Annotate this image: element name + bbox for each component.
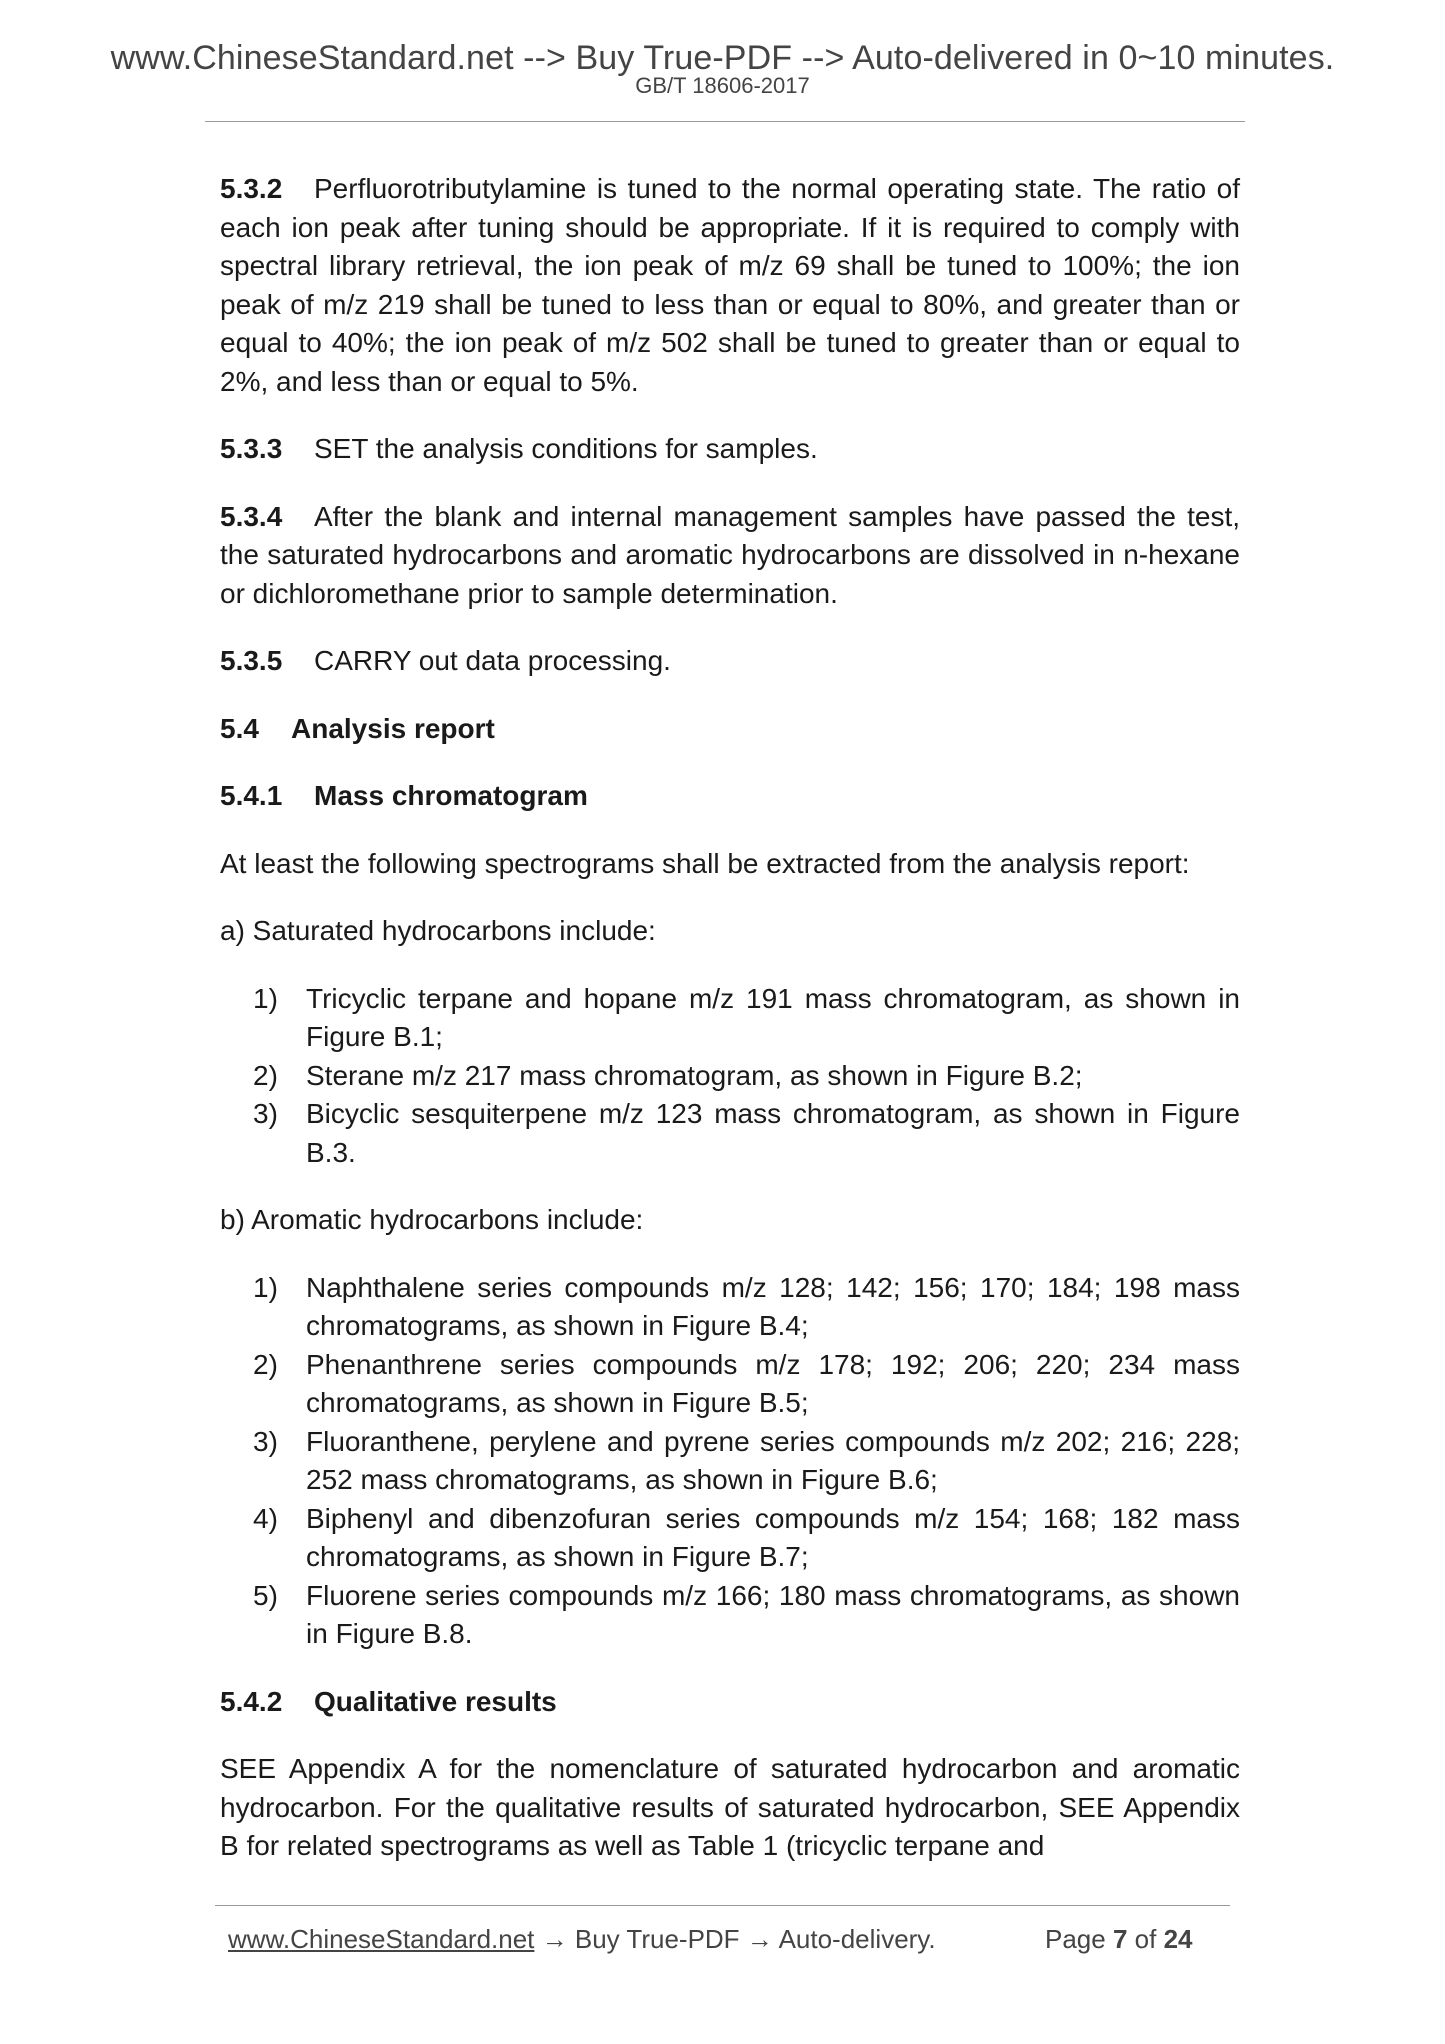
clause-5-3-2 bbox=[220, 170, 1240, 401]
document-body bbox=[220, 170, 1240, 1895]
section-title: Qualitative results bbox=[314, 1685, 557, 1717]
list-item bbox=[220, 1577, 1240, 1654]
list-text: Phenanthrene series compounds m/z 178; 192; 206; 220; 234 mass chromatograms, as shown in Figure B.5; bbox=[306, 1348, 1240, 1418]
clause-number: 5.3.5 bbox=[220, 645, 283, 676]
footer-divider bbox=[215, 1905, 1230, 1906]
clause-text: SET the analysis conditions for samples. bbox=[314, 433, 818, 464]
list-item bbox=[220, 1423, 1240, 1500]
list-item bbox=[220, 1500, 1240, 1577]
section-number: 5.4 bbox=[220, 712, 259, 744]
of-word: of bbox=[1134, 1924, 1157, 1954]
footer-promo-text: → Buy True-PDF → Auto-delivery. bbox=[534, 1924, 936, 1954]
header-divider bbox=[205, 121, 1245, 122]
section-number: 5.4.2 bbox=[220, 1685, 283, 1717]
list-number: 3) bbox=[253, 1098, 278, 1129]
clause-text: After the blank and internal management samples have passed the test, the saturated hydrocarbons and aromatic hydrocarbons are dissolved in n-hexane or dichloromethane prior to sample determination. bbox=[220, 500, 1240, 609]
list-number: 2) bbox=[253, 1059, 278, 1091]
footer-promo bbox=[228, 1922, 936, 1956]
clause-number: 5.3.3 bbox=[220, 433, 283, 464]
header-banner: www.ChineseStandard.net --> Buy True-PDF --> Auto-delivered in 0~10 minutes. bbox=[110, 39, 1335, 77]
section-heading-5-4 bbox=[220, 710, 1240, 749]
clause-5-3-3 bbox=[220, 430, 1240, 469]
intro-paragraph: At least the following spectrograms shall be extracted from the analysis report: bbox=[220, 847, 1190, 879]
list-text: Sterane m/z 217 mass chromatogram, as shown in Figure B.2; bbox=[306, 1059, 1083, 1091]
section-heading-5-4-1 bbox=[220, 777, 1240, 816]
page-word: Page bbox=[1045, 1924, 1106, 1954]
page-total: 24 bbox=[1163, 1924, 1193, 1954]
list-item bbox=[220, 1095, 1240, 1172]
clause-5-3-5 bbox=[220, 642, 1240, 681]
list-item bbox=[220, 1057, 1240, 1096]
page-current: 7 bbox=[1112, 1924, 1128, 1954]
list-number: 4) bbox=[253, 1502, 278, 1534]
list-text: Biphenyl and dibenzofuran series compounds m/z 154; 168; 182 mass chromatograms, as shown in Figure B.7; bbox=[306, 1502, 1240, 1572]
saturated-label: a) Saturated hydrocarbons include: bbox=[220, 915, 656, 946]
list-number: 1) bbox=[253, 1271, 278, 1303]
clause-number: 5.3.4 bbox=[220, 500, 283, 532]
section-title: Analysis report bbox=[291, 712, 495, 744]
saturated-list bbox=[220, 980, 1240, 1173]
list-number: 2) bbox=[253, 1348, 278, 1380]
clause-text: Perfluorotributylamine is tuned to the normal operating state. The ratio of each ion peak after tuning should be appropriate. If it is required to comply with spectral library retrieval, the ion peak of m/z 69 shall be tuned to 100%; the ion peak of m/z 219 shall be tuned to less than or equal to 80%, and greater than or equal to 40%; the ion peak of m/z 502 shall be tuned to greater than or equal to 2%, and less than or equal to 5%. bbox=[220, 173, 1240, 397]
aromatic-list bbox=[220, 1269, 1240, 1654]
list-item bbox=[220, 1346, 1240, 1423]
footer-site-link[interactable]: www.ChineseStandard.net bbox=[228, 1924, 535, 1954]
clause-number: 5.3.2 bbox=[220, 173, 283, 204]
clause-text: CARRY out data processing. bbox=[314, 645, 671, 676]
list-text: Fluoranthene, perylene and pyrene series compounds m/z 202; 216; 228; 252 mass chromatograms, as shown in Figure B.6; bbox=[306, 1425, 1240, 1495]
list-item bbox=[220, 1269, 1240, 1346]
list-item bbox=[220, 980, 1240, 1057]
list-number: 1) bbox=[253, 982, 278, 1014]
list-number: 5) bbox=[253, 1579, 278, 1611]
section-number: 5.4.1 bbox=[220, 780, 283, 811]
standard-code: GB/T 18606-2017 bbox=[635, 73, 810, 98]
list-text: Fluorene series compounds m/z 166; 180 mass chromatograms, as shown in Figure B.8. bbox=[306, 1579, 1240, 1649]
list-text: Bicyclic sesquiterpene m/z 123 mass chromatogram, as shown in Figure B.3. bbox=[306, 1098, 1240, 1168]
clause-5-3-4 bbox=[220, 498, 1240, 614]
list-number: 3) bbox=[253, 1425, 278, 1457]
qualitative-paragraph: SEE Appendix A for the nomenclature of saturated hydrocarbon and aromatic hydrocarbon. For the qualitative results of saturated hydrocarbon, SEE Appendix B for related spectrograms as well as Table 1 (tricyclic terpane and bbox=[220, 1753, 1240, 1861]
aromatic-label: b) Aromatic hydrocarbons include: bbox=[220, 1204, 644, 1235]
section-heading-5-4-2 bbox=[220, 1683, 1240, 1722]
list-text: Tricyclic terpane and hopane m/z 191 mass chromatogram, as shown in Figure B.1; bbox=[306, 982, 1240, 1052]
list-text: Naphthalene series compounds m/z 128; 142; 156; 170; 184; 198 mass chromatograms, as shown in Figure B.4; bbox=[306, 1271, 1240, 1341]
page-indicator bbox=[1045, 1922, 1193, 1956]
section-title: Mass chromatogram bbox=[314, 780, 588, 811]
